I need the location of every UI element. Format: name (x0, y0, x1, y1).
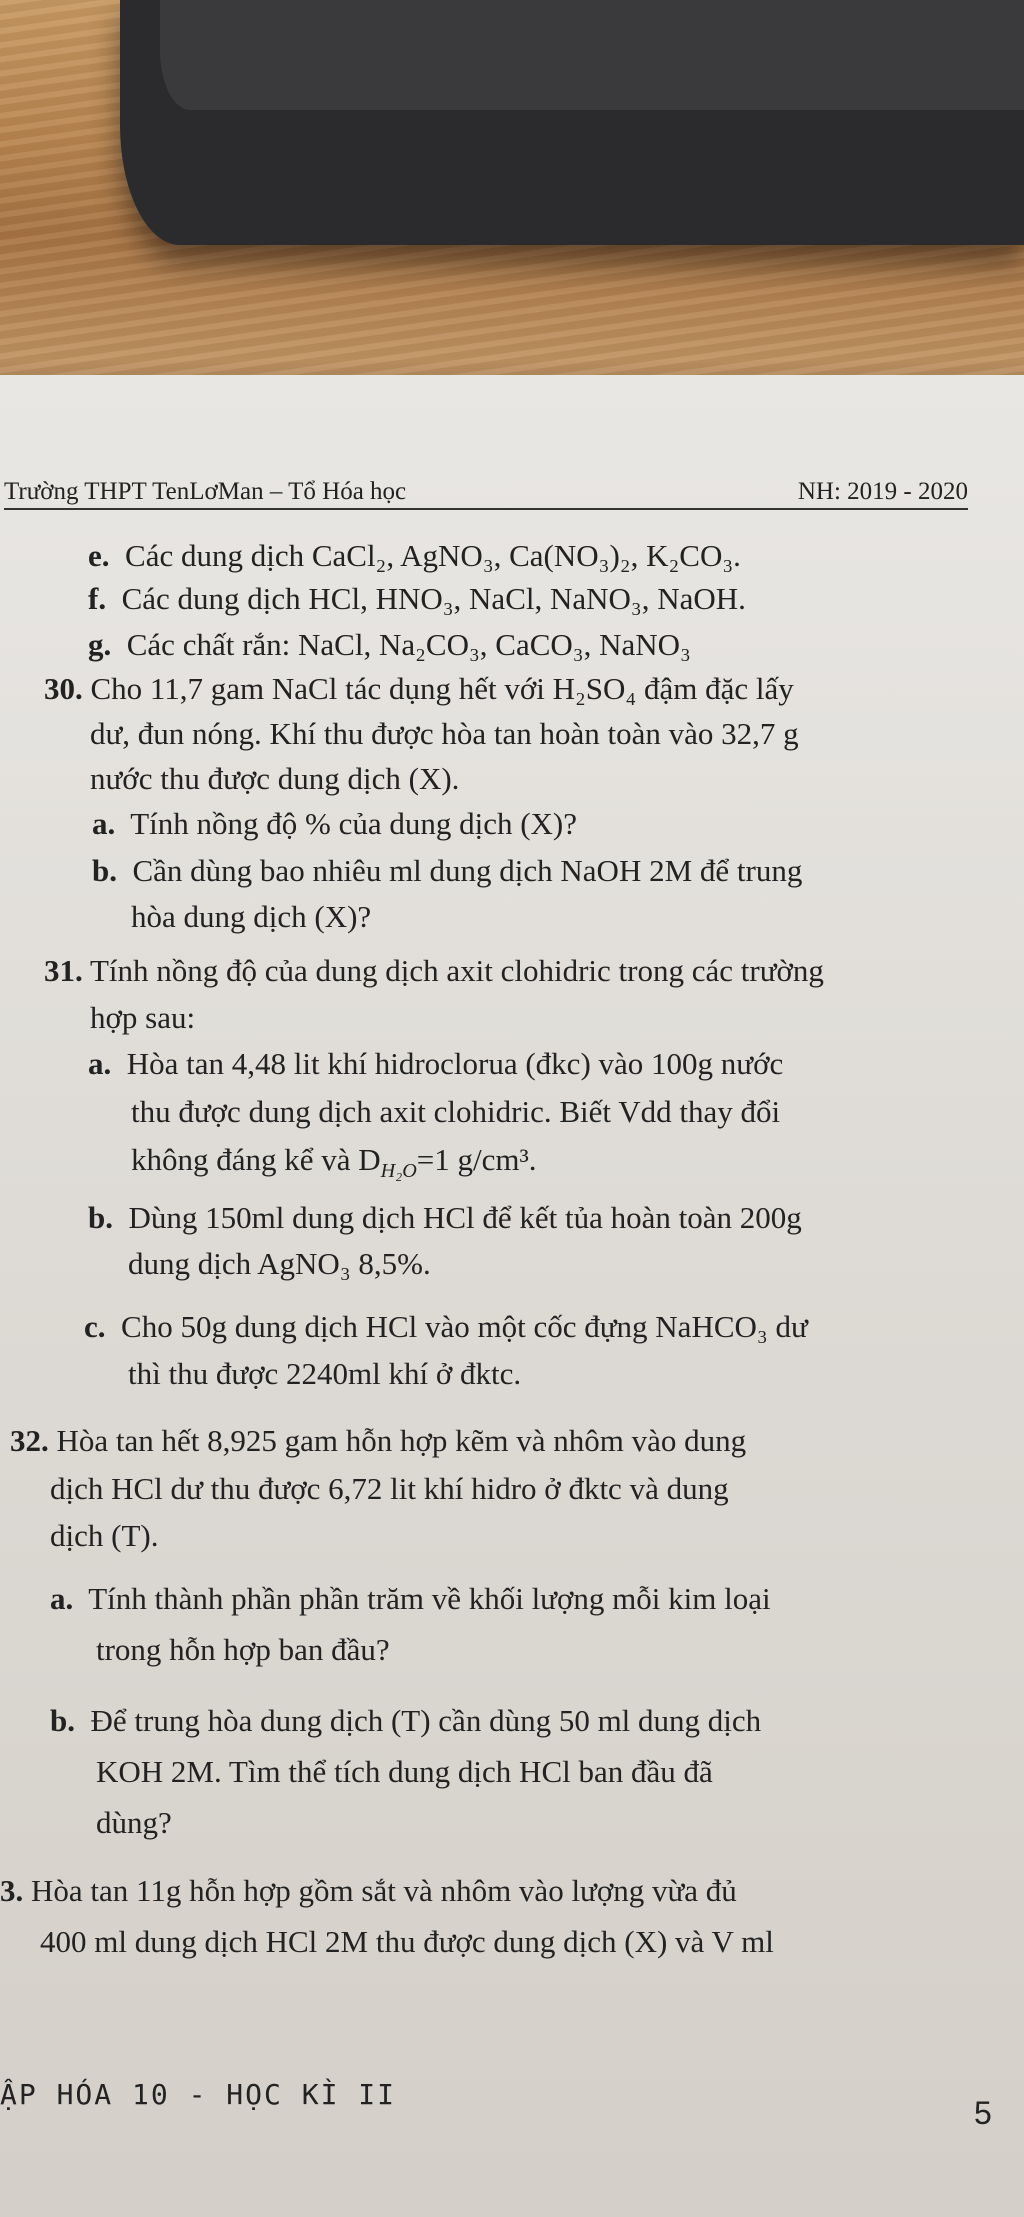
page-number: 5 (974, 2095, 992, 2131)
q33-line-1: 3. Hòa tan 11g hỗn hợp gồm sắt và nhôm vào lượng vừa đủ (0, 1873, 737, 1908)
q32-a-line-2: trong hỗn hợp ban đầu? (96, 1632, 390, 1667)
q32-line-2: dịch HCl dư thu được 6,72 lit khí hidro ở đktc và dung (50, 1471, 729, 1506)
q30-b-line-2: hòa dung dịch (X)? (131, 899, 372, 934)
q32-a-line-1: a. Tính thành phần phần trăm về khối lượng mỗi kim loại (50, 1581, 771, 1616)
q33-line-2: 400 ml dung dịch HCl 2M thu được dung dịch (X) và V ml (40, 1924, 774, 1959)
q30-line-1: 30. Cho 11,7 gam NaCl tác dụng hết với H₂SO₄ đậm đặc lấy (44, 671, 794, 706)
header-year: NH: 2019 - 2020 (797, 478, 968, 505)
q32-b-line-2: KOH 2M. Tìm thể tích dung dịch HCl ban đầu đã (96, 1754, 713, 1789)
q32-b-line-3: dùng? (96, 1805, 172, 1840)
q30-a: a. Tính nồng độ % của dung dịch (X)? (92, 806, 578, 841)
q30-line-3: nước thu được dung dịch (X). (90, 761, 460, 796)
q30-b-line-1: b. Cần dùng bao nhiêu ml dung dịch NaOH 2M để trung (92, 853, 803, 888)
header-school: Trường THPT TenLơMan – Tổ Hóa học (4, 478, 407, 505)
q31-a-line-3: không đáng kể và $D_{H_2O}=1$ g/cm³. (131, 1142, 537, 1183)
q30-line-2: dư, đun nóng. Khí thu được hòa tan hoàn toàn vào 32,7 g (90, 716, 799, 751)
item-f: f. Các dung dịch HCl, HNO₃, NaCl, NaNO₃, NaOH. (88, 581, 746, 616)
q31-c-line-1: c. Cho 50g dung dịch HCl vào một cốc đựng NaHCO₃ dư (84, 1309, 808, 1344)
q31-b-line-2: dung dịch AgNO₃ 8,5%. (128, 1246, 431, 1281)
q31-line-1: 31. Tính nồng độ của dung dịch axit clohidric trong các trường (44, 953, 824, 988)
q31-a-line-1: a. Hòa tan 4,48 lit khí hidroclorua (đkc) vào 100g nước (88, 1046, 784, 1081)
q32-b-line-1: b. Để trung hòa dung dịch (T) cần dùng 50 ml dung dịch (50, 1703, 762, 1738)
q31-c-line-2: thì thu được 2240ml khí ở đktc. (128, 1356, 522, 1391)
q32-line-3: dịch (T). (50, 1518, 159, 1553)
page-header (4, 478, 968, 510)
item-g: g. Các chất rắn: NaCl, Na₂CO₃, CaCO₃, NaNO₃ (88, 627, 691, 662)
q31-line-2: hợp sau: (90, 1000, 196, 1035)
q31-b-line-1: b. Dùng 150ml dung dịch HCl để kết tủa hoàn toàn 200g (88, 1200, 802, 1235)
footer-book-title: ẬP HÓA 10 - HỌC KÌ II (0, 2078, 397, 2111)
q31-a-line-2: thu được dung dịch axit clohidric. Biết Vdd thay đổi (131, 1094, 781, 1129)
item-e: e. Các dung dịch CaCl₂, AgNO₃, Ca(NO₃)₂, K₂CO₃. (88, 538, 741, 573)
dark-object-top (160, 0, 1024, 110)
q32-line-1: 32. Hòa tan hết 8,925 gam hỗn hợp kẽm và nhôm vào dung (10, 1423, 747, 1458)
